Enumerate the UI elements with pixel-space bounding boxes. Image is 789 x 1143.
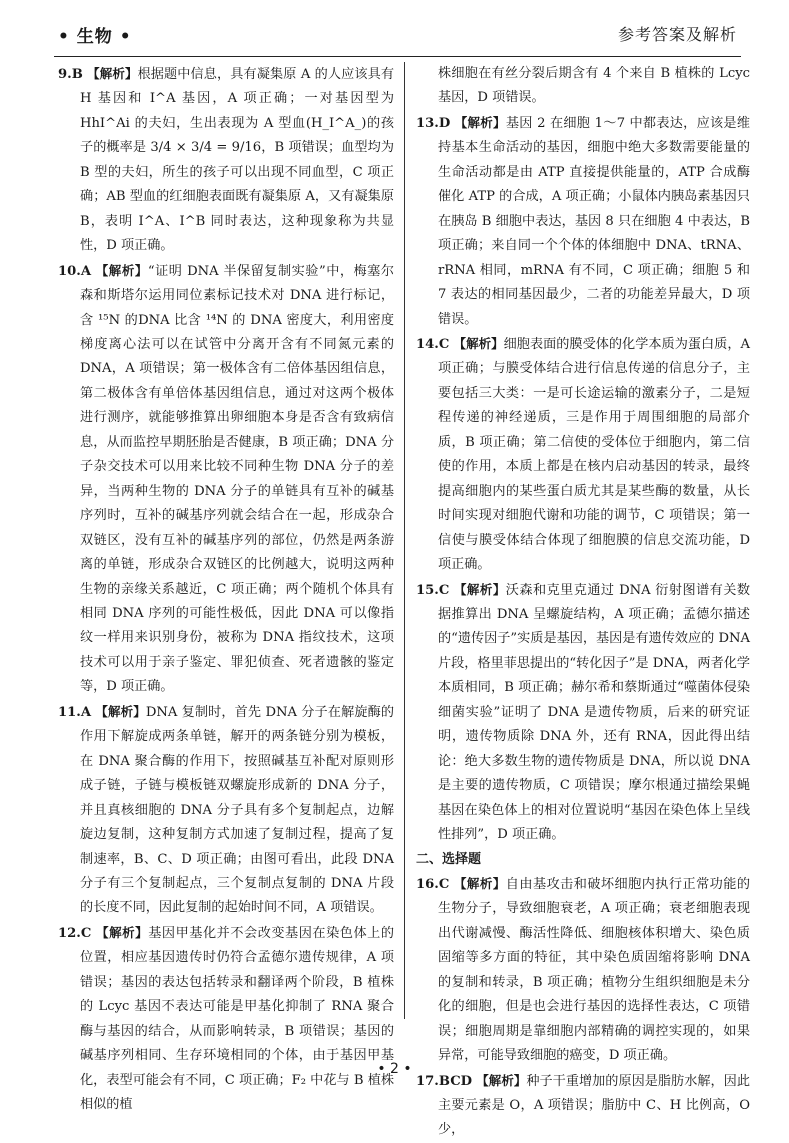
question-number: 14. xyxy=(416,336,439,352)
answer-letter: C xyxy=(438,876,450,892)
analysis-tag: 【解析】 xyxy=(453,335,504,351)
analysis-tag: 【解析】 xyxy=(454,114,506,130)
answer-letter: A xyxy=(80,263,92,279)
left-column xyxy=(58,62,394,1113)
analysis-text: DNA 复制时，首先 DNA 分子在解旋酶的作用下解旋成两条单链，解开的两条链分别为模板，在 DNA 聚合酶的作用下，按照碱基互补配对原则形成子链，子链与模板链双螺旋形成新的 DNA 分子，并且真核细胞的 DNA 分子具有多个复制起点，边解旋边复制，这种复制方式加速了复制过程，提高了复制速率，B、C、D 项正确；由图可看出，此段 DNA 分子有三个复制起点，三个复制点复制的 DNA 片段的长度不同，因此复制的起始时间不同，A 项错误。 xyxy=(80,704,394,916)
answer-letter: C xyxy=(80,925,92,941)
analysis-text: 细胞表面的膜受体的化学本质为蛋白质，A 项正确；与膜受体结合进行信息传递的信息分子，主要包括三大类：一是可长途运输的激素分子，二是短程传递的神经递质，三是作用于周围细胞的局部介质，B 项正确；第二信使的受体位于细胞内，第二信使的作用，本质上都是在核内启动基因的转录，最终提高细胞内的某些蛋白质尤其是某些酶的数量，从长时间实现对细胞代谢和功能的调节，C 项错误；第一信使与膜受体结合体现了细胞膜的信息交流功能，D 项正确。 xyxy=(438,336,750,573)
answer-letter: A xyxy=(80,704,92,720)
answer-letter: C xyxy=(438,336,450,352)
analysis-tag: 【解析】 xyxy=(476,1072,527,1088)
question-number: 13. xyxy=(416,115,439,131)
analysis-text: 种子干重增加的原因是脂肪水解，因此主要元素是 O，A 项错误；脂肪中 C、H 比例高，O 少， xyxy=(438,1073,750,1138)
continuation-text: 株细胞在有丝分裂后期含有 4 个来自 B 植株的 Lcyc 基因，D 项错误。 xyxy=(438,66,750,106)
question-number: 11. xyxy=(58,704,81,720)
header-title: 参考答案及解析 xyxy=(617,25,737,44)
right-column xyxy=(416,62,750,1138)
question-number: 17. xyxy=(416,1073,439,1089)
analysis-text: 基因甲基化并不会改变基因在染色体上的位置，相应基因遗传时仍符合孟德尔遗传规律，A 项错误；基因的表达包括转录和翻译两个阶段，B 植株的 Lcyc 基因不表达可能是甲基化抑制了 RNA 聚合酶与基因的结合，从而影响转录，B 项错误；基因的碱基序列相同、生存环境相同的个体，由于基因甲基化，表型可能会有不同，C 项正确；F₂ 中花与 B 植株相似的植 xyxy=(80,925,394,1113)
answer-entry-11 xyxy=(58,700,394,921)
analysis-tag: 【解析】 xyxy=(453,581,506,597)
analysis-text: 沃森和克里克通过 DNA 衍射图谱有关数据推算出 DNA 呈螺旋结构，A 项正确；孟德尔描述的“遗传因子”实质是基因，基因是有遗传效应的 DNA 片段，格里菲思提出的“转化因子”是 DNA，两者化学本质相同，B 项正确；赫尔希和蔡斯通过“噬菌体侵染细菌实验”证明了 DNA 是遗传物质，后来的研究证明，遗传物质除 DNA 外，还有 RNA，因此得出结论：绝大多数生物的遗传物质是 DNA，所以说 DNA 是主要的遗传物质，C 项错误；摩尔根通过描绘果蝇基因在染色体上的相对位置说明“基因在染色体上呈线性排列”，D 项正确。 xyxy=(438,582,750,843)
page-number: • 2 • xyxy=(377,1061,412,1077)
answer-entry-10 xyxy=(58,259,394,700)
answer-letter: BCD xyxy=(438,1073,473,1089)
question-number: 15. xyxy=(416,582,439,598)
analysis-tag: 【解析】 xyxy=(95,262,148,278)
analysis-tag: 【解析】 xyxy=(453,875,506,891)
question-number: 16. xyxy=(416,876,439,892)
analysis-text: 自由基攻击和破坏细胞内执行正常功能的生物分子，导致细胞衰老，A 项正确；衰老细胞表现出代谢减慢、酶活性降低、细胞核体积增大、染色质固缩等多方面的特征，其中染色质固缩将影响 DNA 的复制和转录，B 项正确；植物分生组织细胞是未分化的细胞，但是也会进行基因的选择性表达，C 项错误；细胞周期是靠细胞内部精确的调控实现的，如果异常，可能导致细胞的癌变，D 项正确。 xyxy=(438,876,750,1064)
column-divider xyxy=(404,62,405,1019)
subject-label: • 生物 • xyxy=(58,27,132,47)
analysis-text: 基因 2 在细胞 1～7 中都表达，应该是维持基本生命活动的基因，细胞中绝大多数需要能量的生命活动都是由 ATP 直接提供能量的，ATP 合成酶催化 ATP 的合成，A 项正确；小鼠体内胰岛素基因只在胰岛 B 细胞中表达，基因 8 只在细胞 4 中表达，B 项正确；来自同一个个体的体细胞中 DNA、tRNA、rRNA 相同，mRNA 有不同，C 项正确；细胞 5 和 7 表达的相同基因最少，二者的功能差异最大，D 项错误。 xyxy=(438,115,750,327)
analysis-tag: 【解析】 xyxy=(96,924,149,940)
answer-entry-13 xyxy=(416,111,750,332)
page-header xyxy=(54,10,741,57)
answer-entry-9 xyxy=(58,62,394,259)
answer-entry-14 xyxy=(416,332,750,578)
answer-entry-12 xyxy=(58,921,394,1118)
question-number: 9. xyxy=(58,67,72,82)
analysis-text: 根据题中信息，具有凝集原 A 的人应该具有 H 基因和 I^A 基因，A 项正确；一对基因型为 HhI^Ai 的夫妇，生出表现为 A 型血(H_I^A_)的孩子的概率是 3/4 × 3/4 = 9/16，B 项错误；血型均为 B 型的夫妇，所生的孩子可以出现不同血型，C 项正确；AB 型血的红细胞表面既有凝集原 A，又有凝集原 B，表明 I^A、I^B 同时表达，这种现象称为共显性，D 项正确。 xyxy=(80,67,394,254)
answer-letter: D xyxy=(438,115,451,131)
answer-entry-17 xyxy=(416,1069,750,1143)
question-number: 10. xyxy=(58,263,81,279)
question-number: 12. xyxy=(58,925,81,941)
section-heading: 二、选择题 xyxy=(416,851,482,867)
answer-letter: C xyxy=(438,582,450,598)
analysis-tag: 【解析】 xyxy=(95,703,146,719)
analysis-tag: 【解析】 xyxy=(87,66,138,81)
answer-letter: B xyxy=(71,67,83,82)
answer-entry-15 xyxy=(416,578,750,848)
analysis-text: “证明 DNA 半保留复制实验”中，梅塞尔森和斯塔尔运用同位素标记技术对 DNA 进行标记，含 ¹⁵N 的DNA 比含 ¹⁴N 的 DNA 密度大，利用密度梯度离心法可以在试管中分离开含有不同氮元素的 DNA，A 项错误；第一极体含有二倍体基因组信息，第二极体含有单倍体基因组信息，通过对这两个极体进行测序，就能够推算出卵细胞本身是否含有致病信息，从而监控早期胚胎是否健康，B 项正确；DNA 分子杂交技术可以用来比较不同种生物 DNA 分子的差异，当两种生物的 DNA 分子的单链具有互补的碱基序列时，互补的碱基序列就会结合在一起，形成杂合双链区，没有互补的碱基序列的部位，仍然是两条游离的单链，形成杂合双链区的比例越大，说明这两种生物的亲缘关系越近，C 项正确；两个随机个体具有相同 DNA 序列的可能性极低，因此 DNA 可以像指纹一样用来识别身份，被称为 DNA 指纹技术，这项技术可以用于亲子鉴定、罪犯侦查、死者遗骸的鉴定等，D 项正确。 xyxy=(80,263,394,695)
answer-entry-16 xyxy=(416,872,750,1069)
